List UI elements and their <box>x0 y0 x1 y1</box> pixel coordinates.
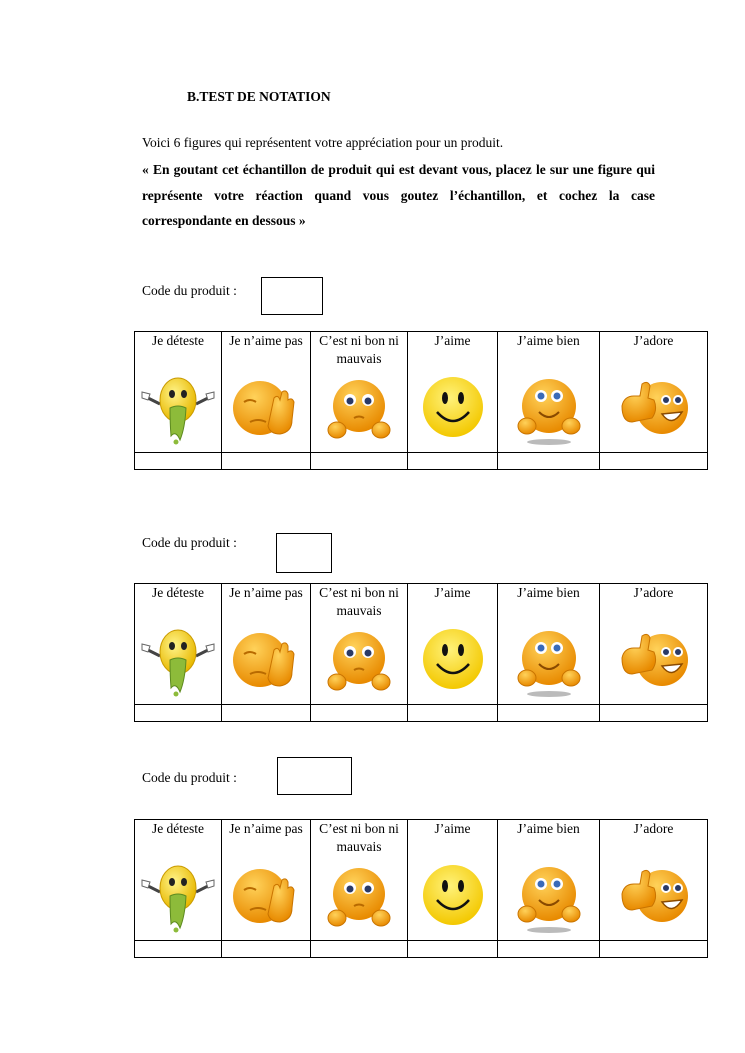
rating-option <box>408 820 498 941</box>
rating-option <box>408 332 498 453</box>
rating-option <box>600 820 708 941</box>
section-heading: B.TEST DE NOTATION <box>187 89 331 104</box>
thumbs-up-emoji-icon <box>614 620 694 698</box>
disgust-vomit-emoji-icon <box>138 856 218 934</box>
check-cell[interactable] <box>222 453 311 470</box>
rating-table <box>134 583 708 722</box>
yellow-smiley-icon <box>413 368 493 446</box>
rating-label: Je déteste <box>151 333 205 348</box>
product-code-box[interactable] <box>261 277 323 315</box>
rating-option <box>222 820 311 941</box>
figure-row <box>135 584 708 705</box>
check-cell[interactable] <box>498 705 600 722</box>
rating-label: J’adore <box>633 585 674 600</box>
rating-label: Je déteste <box>151 585 205 600</box>
rating-label: J’aime <box>434 585 471 600</box>
product-code-label: Code du produit : <box>142 283 237 298</box>
product-code-label: Code du produit : <box>142 770 237 785</box>
check-cell[interactable] <box>311 453 408 470</box>
rating-option <box>600 332 708 453</box>
check-cell[interactable] <box>135 941 222 958</box>
rating-label: Je n’aime pas <box>229 333 303 348</box>
rating-option <box>498 332 600 453</box>
rating-label: J’aime <box>434 333 471 348</box>
hand-stop-emoji-icon <box>226 368 306 446</box>
thumbs-up-emoji-icon <box>614 368 694 446</box>
hand-stop-emoji-icon <box>226 856 306 934</box>
check-cell[interactable] <box>408 705 498 722</box>
checkbox-row <box>135 705 708 722</box>
instruction-text: « En goutant cet échantillon de produit qui est devant vous, placez le sur une figure qui représente votre réaction quand vous goutez l’échantillon, et cochez la case correspondante en dessous » <box>142 162 655 228</box>
rating-label: J’aime bien <box>517 333 580 348</box>
rating-label: J’adore <box>633 821 674 836</box>
happy-emoji-icon <box>509 620 589 698</box>
check-cell[interactable] <box>408 453 498 470</box>
rating-option <box>408 584 498 705</box>
disgust-vomit-emoji-icon <box>138 368 218 446</box>
disgust-vomit-emoji-icon <box>138 620 218 698</box>
product-code-label: Code du produit : <box>142 535 237 550</box>
intro-text: Voici 6 figures qui représentent votre appréciation pour un produit. <box>142 135 504 150</box>
rating-option <box>135 820 222 941</box>
yellow-smiley-icon <box>413 856 493 934</box>
rating-label: Je n’aime pas <box>229 821 303 836</box>
rating-label: C’est ni bon ni mauvais <box>319 821 399 854</box>
rating-table <box>134 331 708 470</box>
rating-label: Je n’aime pas <box>229 585 303 600</box>
rating-table <box>134 819 708 958</box>
rating-label: J’aime bien <box>517 585 580 600</box>
thumbs-up-emoji-icon <box>614 856 694 934</box>
figure-row <box>135 820 708 941</box>
happy-emoji-icon <box>509 368 589 446</box>
rating-option <box>311 584 408 705</box>
rating-option <box>222 332 311 453</box>
rating-option <box>311 332 408 453</box>
product-code-box[interactable] <box>276 533 332 573</box>
rating-label: C’est ni bon ni mauvais <box>319 585 399 618</box>
rating-option <box>135 332 222 453</box>
check-cell[interactable] <box>222 705 311 722</box>
neutral-pouty-emoji-icon <box>319 856 399 934</box>
hand-stop-emoji-icon <box>226 620 306 698</box>
check-cell[interactable] <box>311 705 408 722</box>
check-cell[interactable] <box>135 453 222 470</box>
rating-option <box>498 584 600 705</box>
checkbox-row <box>135 941 708 958</box>
check-cell[interactable] <box>498 941 600 958</box>
product-code-box[interactable] <box>277 757 352 795</box>
rating-label: C’est ni bon ni mauvais <box>319 333 399 366</box>
checkbox-row <box>135 453 708 470</box>
check-cell[interactable] <box>600 453 708 470</box>
check-cell[interactable] <box>311 941 408 958</box>
rating-option <box>498 820 600 941</box>
neutral-pouty-emoji-icon <box>319 368 399 446</box>
rating-option <box>600 584 708 705</box>
yellow-smiley-icon <box>413 620 493 698</box>
rating-label: J’adore <box>633 333 674 348</box>
happy-emoji-icon <box>509 856 589 934</box>
rating-label: J’aime <box>434 821 471 836</box>
check-cell[interactable] <box>498 453 600 470</box>
rating-label: Je déteste <box>151 821 205 836</box>
figure-row <box>135 332 708 453</box>
check-cell[interactable] <box>600 941 708 958</box>
check-cell[interactable] <box>408 941 498 958</box>
rating-option <box>311 820 408 941</box>
rating-label: J’aime bien <box>517 821 580 836</box>
rating-option <box>135 584 222 705</box>
check-cell[interactable] <box>600 705 708 722</box>
neutral-pouty-emoji-icon <box>319 620 399 698</box>
check-cell[interactable] <box>135 705 222 722</box>
check-cell[interactable] <box>222 941 311 958</box>
rating-option <box>222 584 311 705</box>
